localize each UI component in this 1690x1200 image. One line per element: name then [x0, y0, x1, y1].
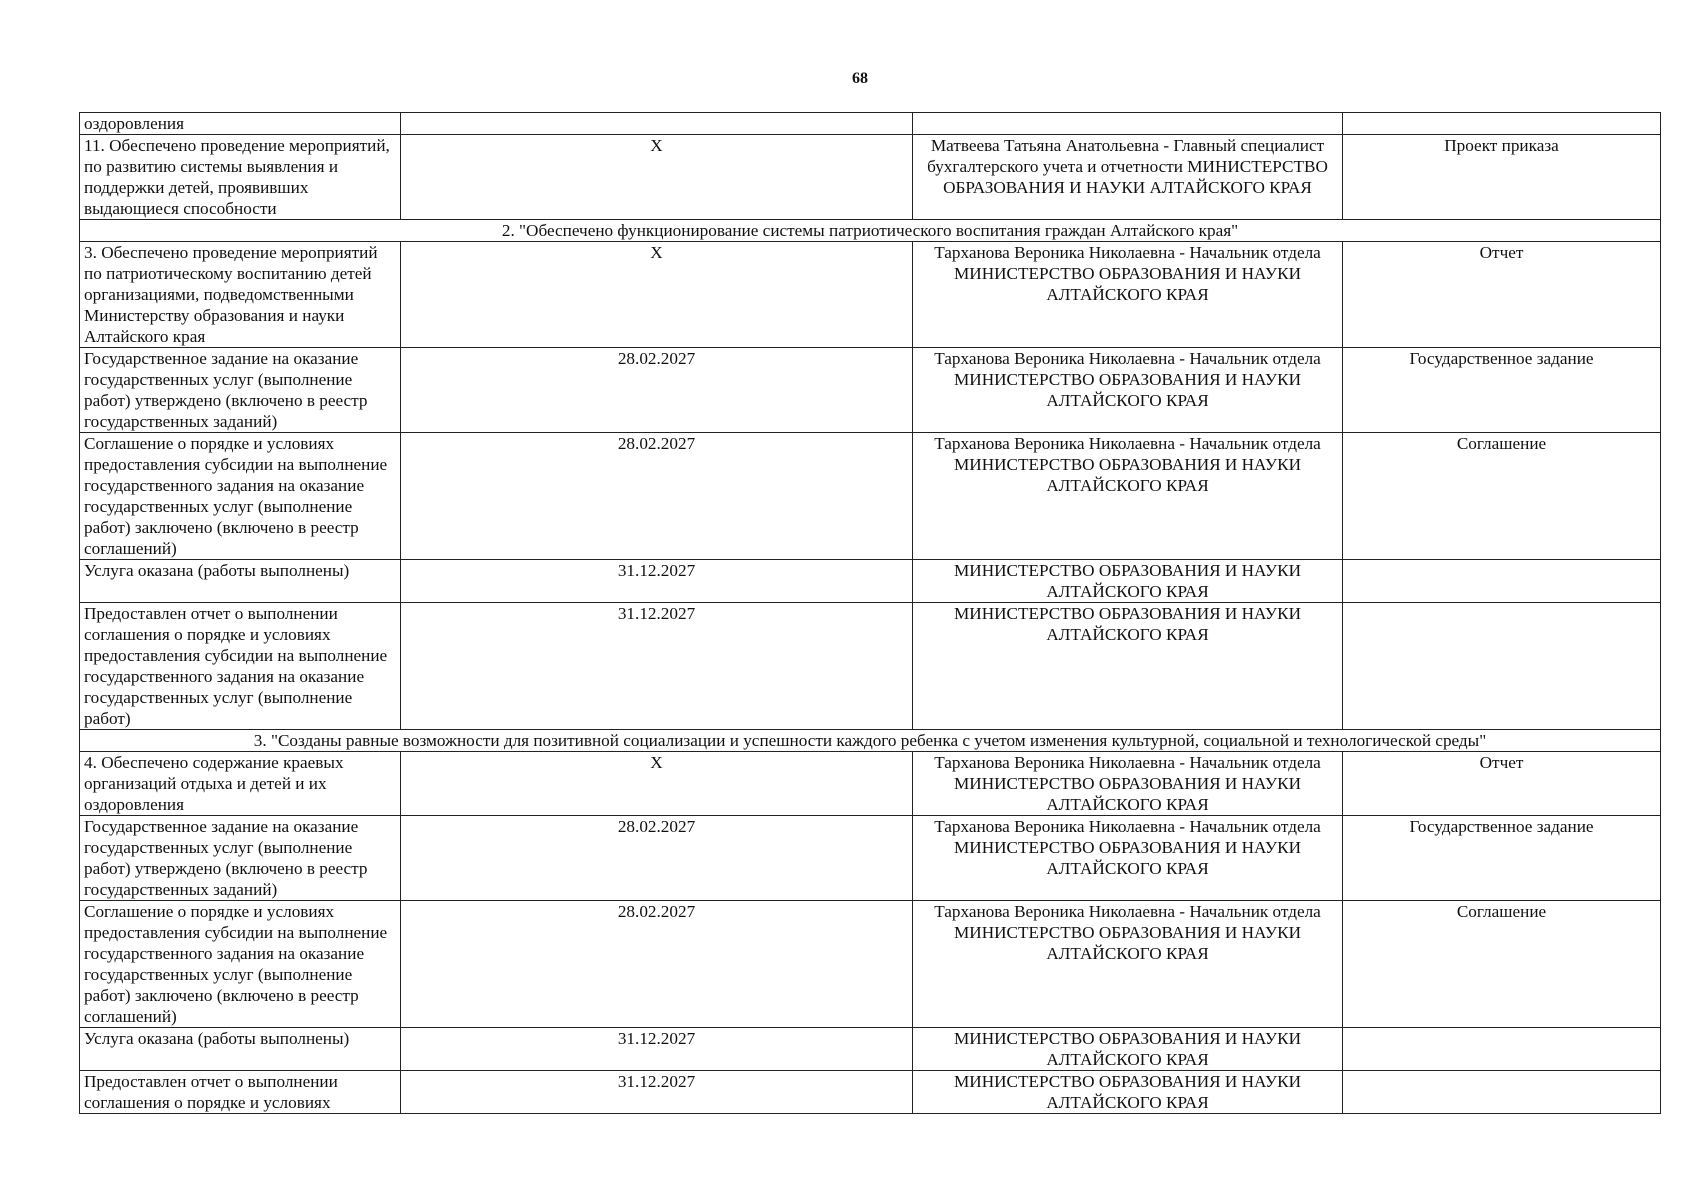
- responsible-cell: Тарханова Вероника Николаевна - Начальник отдела МИНИСТЕРСТВО ОБРАЗОВАНИЯ И НАУКИ АЛТАЙСКОГО КРАЯ: [913, 242, 1343, 348]
- document-cell: [1343, 113, 1661, 135]
- event-cell: Соглашение о порядке и условиях предоставления субсидии на выполнение государственного задания на оказание государственных услуг (выполнение работ) заключено (включено в реестр соглашений): [80, 433, 401, 560]
- event-cell: Предоставлен отчет о выполнении соглашения о порядке и условиях предоставления субсидии на выполнение государственного задания на оказание государственных услуг (выполнение работ): [80, 603, 401, 730]
- plan-table: [79, 112, 1661, 1114]
- responsible-cell: Тарханова Вероника Николаевна - Начальник отдела МИНИСТЕРСТВО ОБРАЗОВАНИЯ И НАУКИ АЛТАЙСКОГО КРАЯ: [913, 901, 1343, 1028]
- table-row: [80, 348, 1661, 433]
- document-cell: [1343, 560, 1661, 603]
- event-cell: Услуга оказана (работы выполнены): [80, 1028, 401, 1071]
- responsible-cell: МИНИСТЕРСТВО ОБРАЗОВАНИЯ И НАУКИ АЛТАЙСКОГО КРАЯ: [913, 1028, 1343, 1071]
- section-row: [80, 220, 1661, 242]
- section-heading: 3. "Созданы равные возможности для позитивной социализации и успешности каждого ребенка с учетом изменения культурной, социальной и технологической среды": [80, 730, 1661, 752]
- deadline-cell: 31.12.2027: [401, 560, 913, 603]
- table-row: [80, 433, 1661, 560]
- event-cell: Предоставлен отчет о выполнении соглашения о порядке и условиях: [80, 1071, 401, 1114]
- responsible-cell: МИНИСТЕРСТВО ОБРАЗОВАНИЯ И НАУКИ АЛТАЙСКОГО КРАЯ: [913, 560, 1343, 603]
- event-cell: 3. Обеспечено проведение мероприятий по патриотическому воспитанию детей организациями, подведомственными Министерству образования и науки Алтайского края: [80, 242, 401, 348]
- deadline-cell: 28.02.2027: [401, 348, 913, 433]
- deadline-cell: 28.02.2027: [401, 433, 913, 560]
- deadline-cell: X: [401, 242, 913, 348]
- table-row: [80, 603, 1661, 730]
- event-cell: Государственное задание на оказание государственных услуг (выполнение работ) утверждено (включено в реестр государственных заданий): [80, 816, 401, 901]
- deadline-cell: X: [401, 135, 913, 220]
- document-cell: Соглашение: [1343, 901, 1661, 1028]
- document-cell: [1343, 1028, 1661, 1071]
- table-row: [80, 113, 1661, 135]
- event-cell: Государственное задание на оказание государственных услуг (выполнение работ) утверждено (включено в реестр государственных заданий): [80, 348, 401, 433]
- table-row: [80, 1028, 1661, 1071]
- page-number: 68: [852, 70, 868, 87]
- deadline-cell: 28.02.2027: [401, 816, 913, 901]
- table-row: [80, 135, 1661, 220]
- document-cell: [1343, 1071, 1661, 1114]
- responsible-cell: Матвеева Татьяна Анатольевна - Главный специалист бухгалтерского учета и отчетности МИНИСТЕРСТВО ОБРАЗОВАНИЯ И НАУКИ АЛТАЙСКОГО КРАЯ: [913, 135, 1343, 220]
- deadline-cell: 28.02.2027: [401, 901, 913, 1028]
- deadline-cell: X: [401, 752, 913, 816]
- event-cell: оздоровления: [80, 113, 401, 135]
- responsible-cell: МИНИСТЕРСТВО ОБРАЗОВАНИЯ И НАУКИ АЛТАЙСКОГО КРАЯ: [913, 603, 1343, 730]
- responsible-cell: Тарханова Вероника Николаевна - Начальник отдела МИНИСТЕРСТВО ОБРАЗОВАНИЯ И НАУКИ АЛТАЙСКОГО КРАЯ: [913, 752, 1343, 816]
- table-row: [80, 816, 1661, 901]
- document-cell: Отчет: [1343, 752, 1661, 816]
- event-cell: 4. Обеспечено содержание краевых организаций отдыха и детей и их оздоровления: [80, 752, 401, 816]
- deadline-cell: 31.12.2027: [401, 1028, 913, 1071]
- table-row: [80, 752, 1661, 816]
- event-cell: Соглашение о порядке и условиях предоставления субсидии на выполнение государственного задания на оказание государственных услуг (выполнение работ) заключено (включено в реестр соглашений): [80, 901, 401, 1028]
- document-cell: Отчет: [1343, 242, 1661, 348]
- plan-table-body: [80, 113, 1661, 1114]
- table-row: [80, 901, 1661, 1028]
- document-cell: Государственное задание: [1343, 348, 1661, 433]
- responsible-cell: [913, 113, 1343, 135]
- document-cell: Проект приказа: [1343, 135, 1661, 220]
- document-cell: [1343, 603, 1661, 730]
- responsible-cell: Тарханова Вероника Николаевна - Начальник отдела МИНИСТЕРСТВО ОБРАЗОВАНИЯ И НАУКИ АЛТАЙСКОГО КРАЯ: [913, 433, 1343, 560]
- table-row: [80, 242, 1661, 348]
- responsible-cell: Тарханова Вероника Николаевна - Начальник отдела МИНИСТЕРСТВО ОБРАЗОВАНИЯ И НАУКИ АЛТАЙСКОГО КРАЯ: [913, 348, 1343, 433]
- event-cell: Услуга оказана (работы выполнены): [80, 560, 401, 603]
- document-cell: Соглашение: [1343, 433, 1661, 560]
- event-cell: 11. Обеспечено проведение мероприятий, по развитию системы выявления и поддержки детей, проявивших выдающиеся способности: [80, 135, 401, 220]
- deadline-cell: [401, 113, 913, 135]
- responsible-cell: Тарханова Вероника Николаевна - Начальник отдела МИНИСТЕРСТВО ОБРАЗОВАНИЯ И НАУКИ АЛТАЙСКОГО КРАЯ: [913, 816, 1343, 901]
- document-cell: Государственное задание: [1343, 816, 1661, 901]
- responsible-cell: МИНИСТЕРСТВО ОБРАЗОВАНИЯ И НАУКИ АЛТАЙСКОГО КРАЯ: [913, 1071, 1343, 1114]
- table-row: [80, 560, 1661, 603]
- table-row: [80, 1071, 1661, 1114]
- deadline-cell: 31.12.2027: [401, 603, 913, 730]
- section-heading: 2. "Обеспечено функционирование системы патриотического воспитания граждан Алтайского края": [80, 220, 1661, 242]
- section-row: [80, 730, 1661, 752]
- deadline-cell: 31.12.2027: [401, 1071, 913, 1114]
